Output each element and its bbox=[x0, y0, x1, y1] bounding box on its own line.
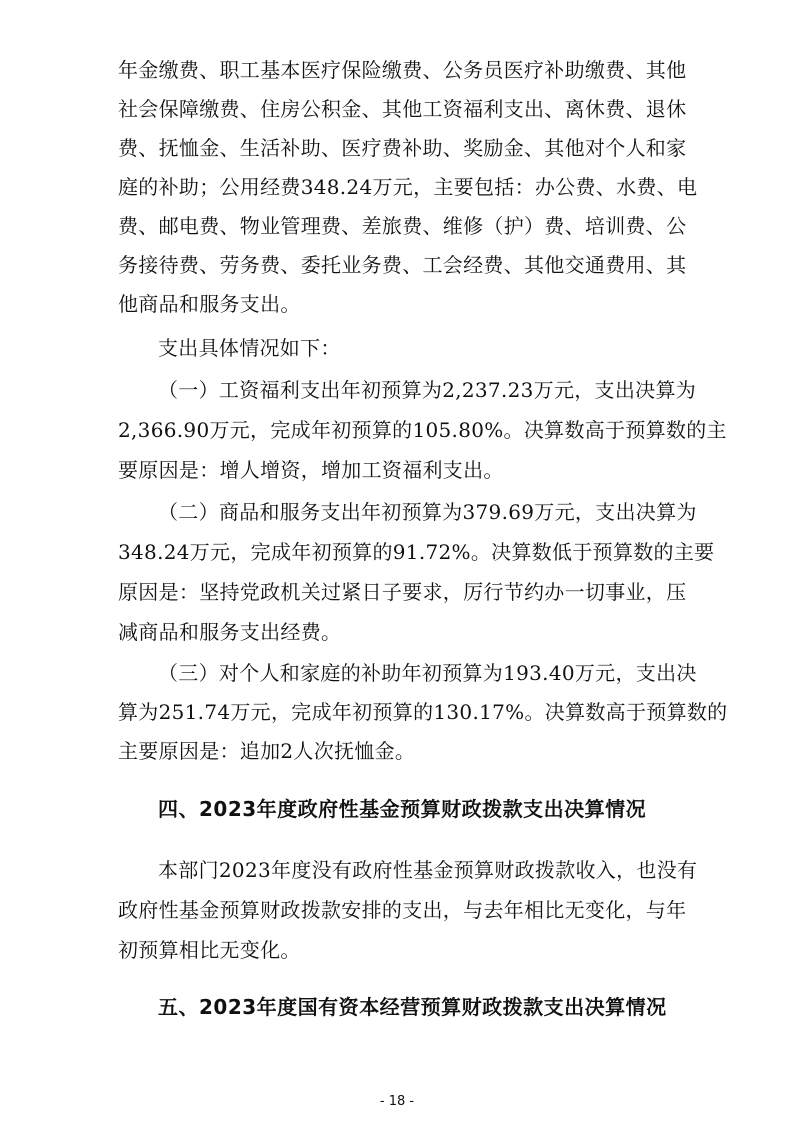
section-5-heading: 五、2023年度国有资本经营预算财政拨款支出决算情况 bbox=[158, 995, 667, 1019]
text-line: 2,366.90万元，完成年初预算的105.80%。决算数高于预算数的主 bbox=[118, 418, 727, 442]
text-line: 原因是：坚持党政机关过紧日子要求，厉行节约办一切事业，压 bbox=[118, 580, 687, 604]
text-line: 务接待费、劳务费、委托业务费、工会经费、其他交通费用、其 bbox=[118, 253, 687, 277]
text-line: 他商品和服务支出。 bbox=[118, 292, 301, 316]
text-line: 本部门2023年度没有政府性基金预算财政拨款收入，也没有 bbox=[158, 858, 698, 882]
section-4-heading: 四、2023年度政府性基金预算财政拨款支出决算情况 bbox=[158, 797, 647, 821]
text-line: 初预算相比无变化。 bbox=[118, 938, 301, 962]
text-line: （二）商品和服务支出年初预算为379.69万元，支出决算为 bbox=[158, 500, 697, 524]
text-line: 支出具体情况如下： bbox=[158, 336, 341, 360]
text-line: 348.24万元，完成年初预算的91.72%。决算数低于预算数的主要 bbox=[118, 540, 715, 564]
text-line: 要原因是：增人增资，增加工资福利支出。 bbox=[118, 458, 504, 482]
text-line: （三）对个人和家庭的补助年初预算为193.40万元，支出决 bbox=[158, 661, 697, 685]
text-line: （一）工资福利支出年初预算为2,237.23万元，支出决算为 bbox=[158, 378, 697, 402]
text-line: 年金缴费、职工基本医疗保险缴费、公务员医疗补助缴费、其他 bbox=[118, 58, 687, 82]
text-line: 减商品和服务支出经费。 bbox=[118, 620, 342, 644]
text-line: 庭的补助；公用经费348.24万元，主要包括：办公费、水费、电 bbox=[118, 175, 698, 199]
text-line: 社会保障缴费、住房公积金、其他工资福利支出、离休费、退休 bbox=[118, 97, 687, 121]
text-line: 费、抚恤金、生活补助、医疗费补助、奖励金、其他对个人和家 bbox=[118, 136, 687, 160]
text-line: 算为251.74万元，完成年初预算的130.17%。决算数高于预算数的 bbox=[118, 700, 728, 724]
text-line: 主要原因是：追加2人次抚恤金。 bbox=[118, 739, 416, 763]
page-number: - 18 - bbox=[379, 1094, 415, 1109]
text-line: 政府性基金预算财政拨款安排的支出，与去年相比无变化，与年 bbox=[118, 898, 687, 922]
text-line: 费、邮电费、物业管理费、差旅费、维修（护）费、培训费、公 bbox=[118, 214, 687, 238]
